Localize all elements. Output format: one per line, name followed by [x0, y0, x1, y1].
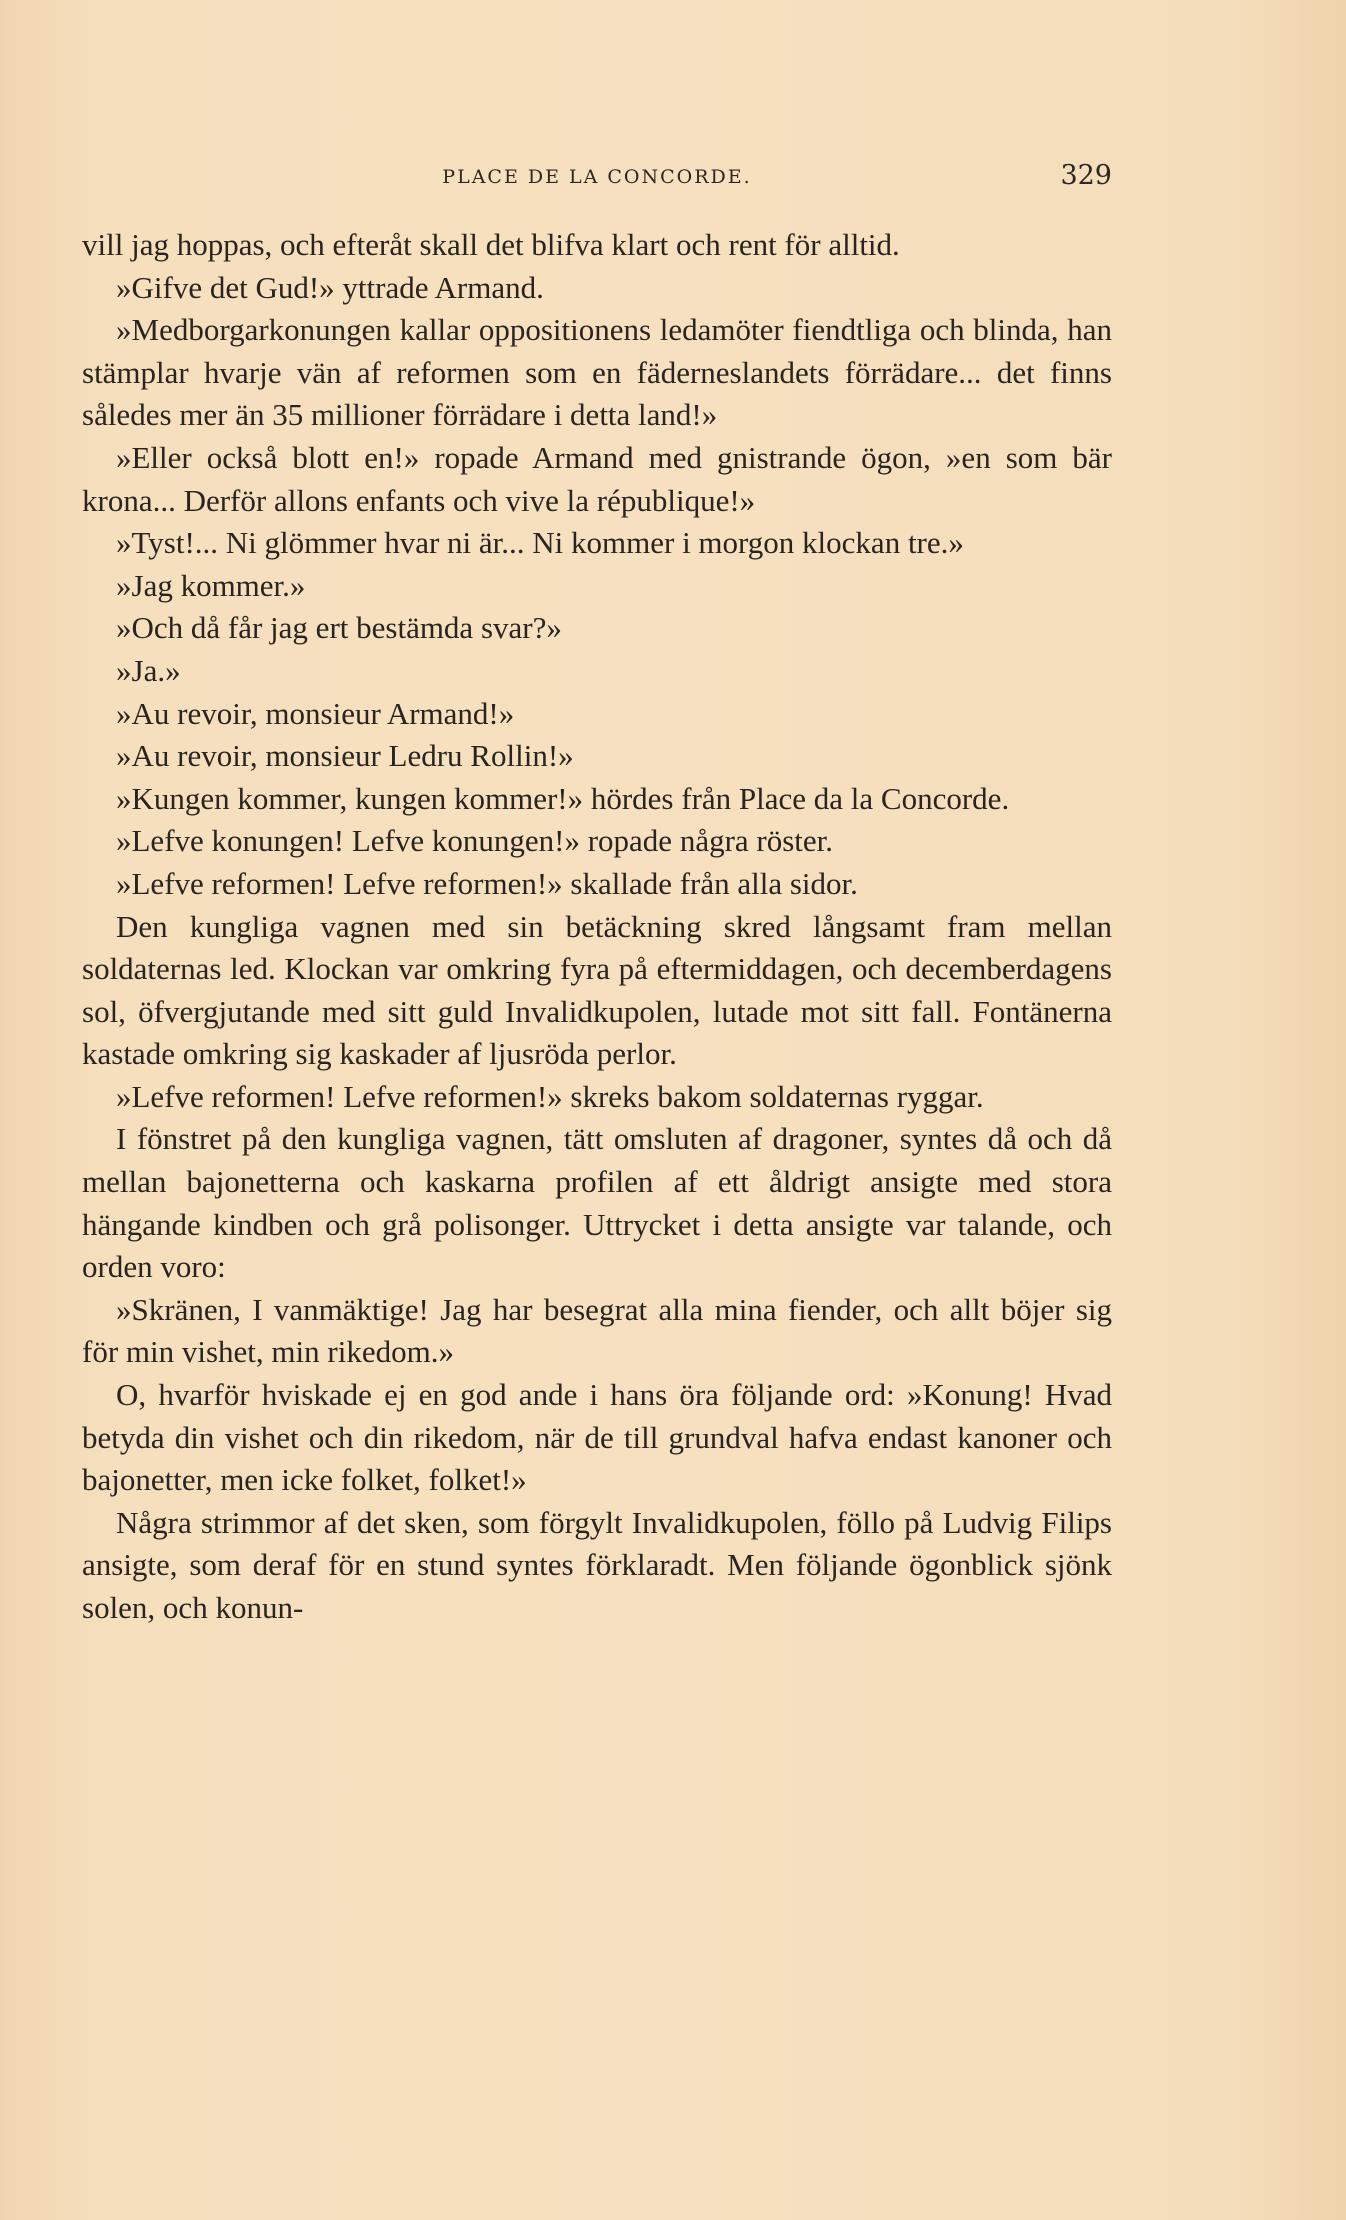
paragraph: I fönstret på den kungliga vagnen, tätt omsluten af dragoner, syntes då och då mellan bajonetterna och kaskarna profilen af ett åldrigt ansigte med stora hängande kindben och grå polisonger. Uttrycket i detta ansigte var talande, och orden voro: [82, 1121, 1112, 1285]
paragraph: »Jag kommer.» [116, 567, 306, 603]
paragraph: »Medborgarkonungen kallar oppositionens ledamöter fiendtliga och blinda, han stämplar hvarje vän af reformen som en fäderneslandets förrädare... det finns således mer än 35 millioner förrädare i detta land!» [82, 312, 1112, 433]
paragraph: »Lefve konungen! Lefve konungen!» ropade några röster. [116, 823, 834, 859]
paragraph: »Lefve reformen! Lefve reformen!» skreks bakom soldaternas ryggar. [116, 1078, 984, 1114]
paragraph: »Skränen, I vanmäktige! Jag har besegrat alla mina fiender, och allt böjer sig för min vishet, min rikedom.» [82, 1291, 1112, 1370]
paragraph: Några strimmor af det sken, som förgylt Invalidkupolen, föllo på Ludvig Filips ansigte, som deraf för en stund syntes förklaradt. Men följande ögonblick sjönk solen, och konun- [82, 1504, 1112, 1625]
paragraph: »Ja.» [116, 652, 181, 688]
text-body [82, 224, 1112, 1630]
paragraph: vill jag hoppas, och efteråt skall det blifva klart och rent för alltid. [82, 227, 900, 262]
paragraph: »Lefve reformen! Lefve reformen!» skallade från alla sidor. [116, 865, 858, 901]
paragraph: »Och då får jag ert bestämda svar?» [116, 610, 562, 646]
paragraph: »Gifve det Gud!» yttrade Armand. [116, 269, 544, 305]
paragraph: Den kungliga vagnen med sin betäckning skred långsamt fram mellan soldaternas led. Klockan var omkring fyra på eftermiddagen, och decemberdagens sol, öfvergjutande med sitt guld Invalidkupolen, lutade mot sitt fall. Fontänerna kastade omkring sig kaskader af ljusröda perlor. [82, 908, 1112, 1072]
page-header [82, 160, 1112, 200]
paragraph: »Au revoir, monsieur Ledru Rollin!» [116, 738, 574, 774]
paragraph: »Eller också blott en!» ropade Armand med gnistrande ögon, »en som bär krona... Derför allons enfants och vive la république!» [82, 439, 1112, 518]
page-number: 329 [1060, 160, 1112, 191]
paragraph: »Kungen kommer, kungen kommer!» hördes från Place da la Concorde. [116, 780, 1010, 816]
paragraph: »Au revoir, monsieur Armand!» [116, 695, 515, 731]
running-title: PLACE DE LA CONCORDE. [442, 166, 752, 188]
paragraph: O, hvarför hviskade ej en god ande i hans öra följande ord: »Konung! Hvad betyda din vishet och din rikedom, när de till grundval hafva endast kanoner och bajonetter, men icke folket, folket!» [82, 1377, 1112, 1498]
paragraph: »Tyst!... Ni glömmer hvar ni är... Ni kommer i morgon klockan tre.» [116, 525, 964, 561]
